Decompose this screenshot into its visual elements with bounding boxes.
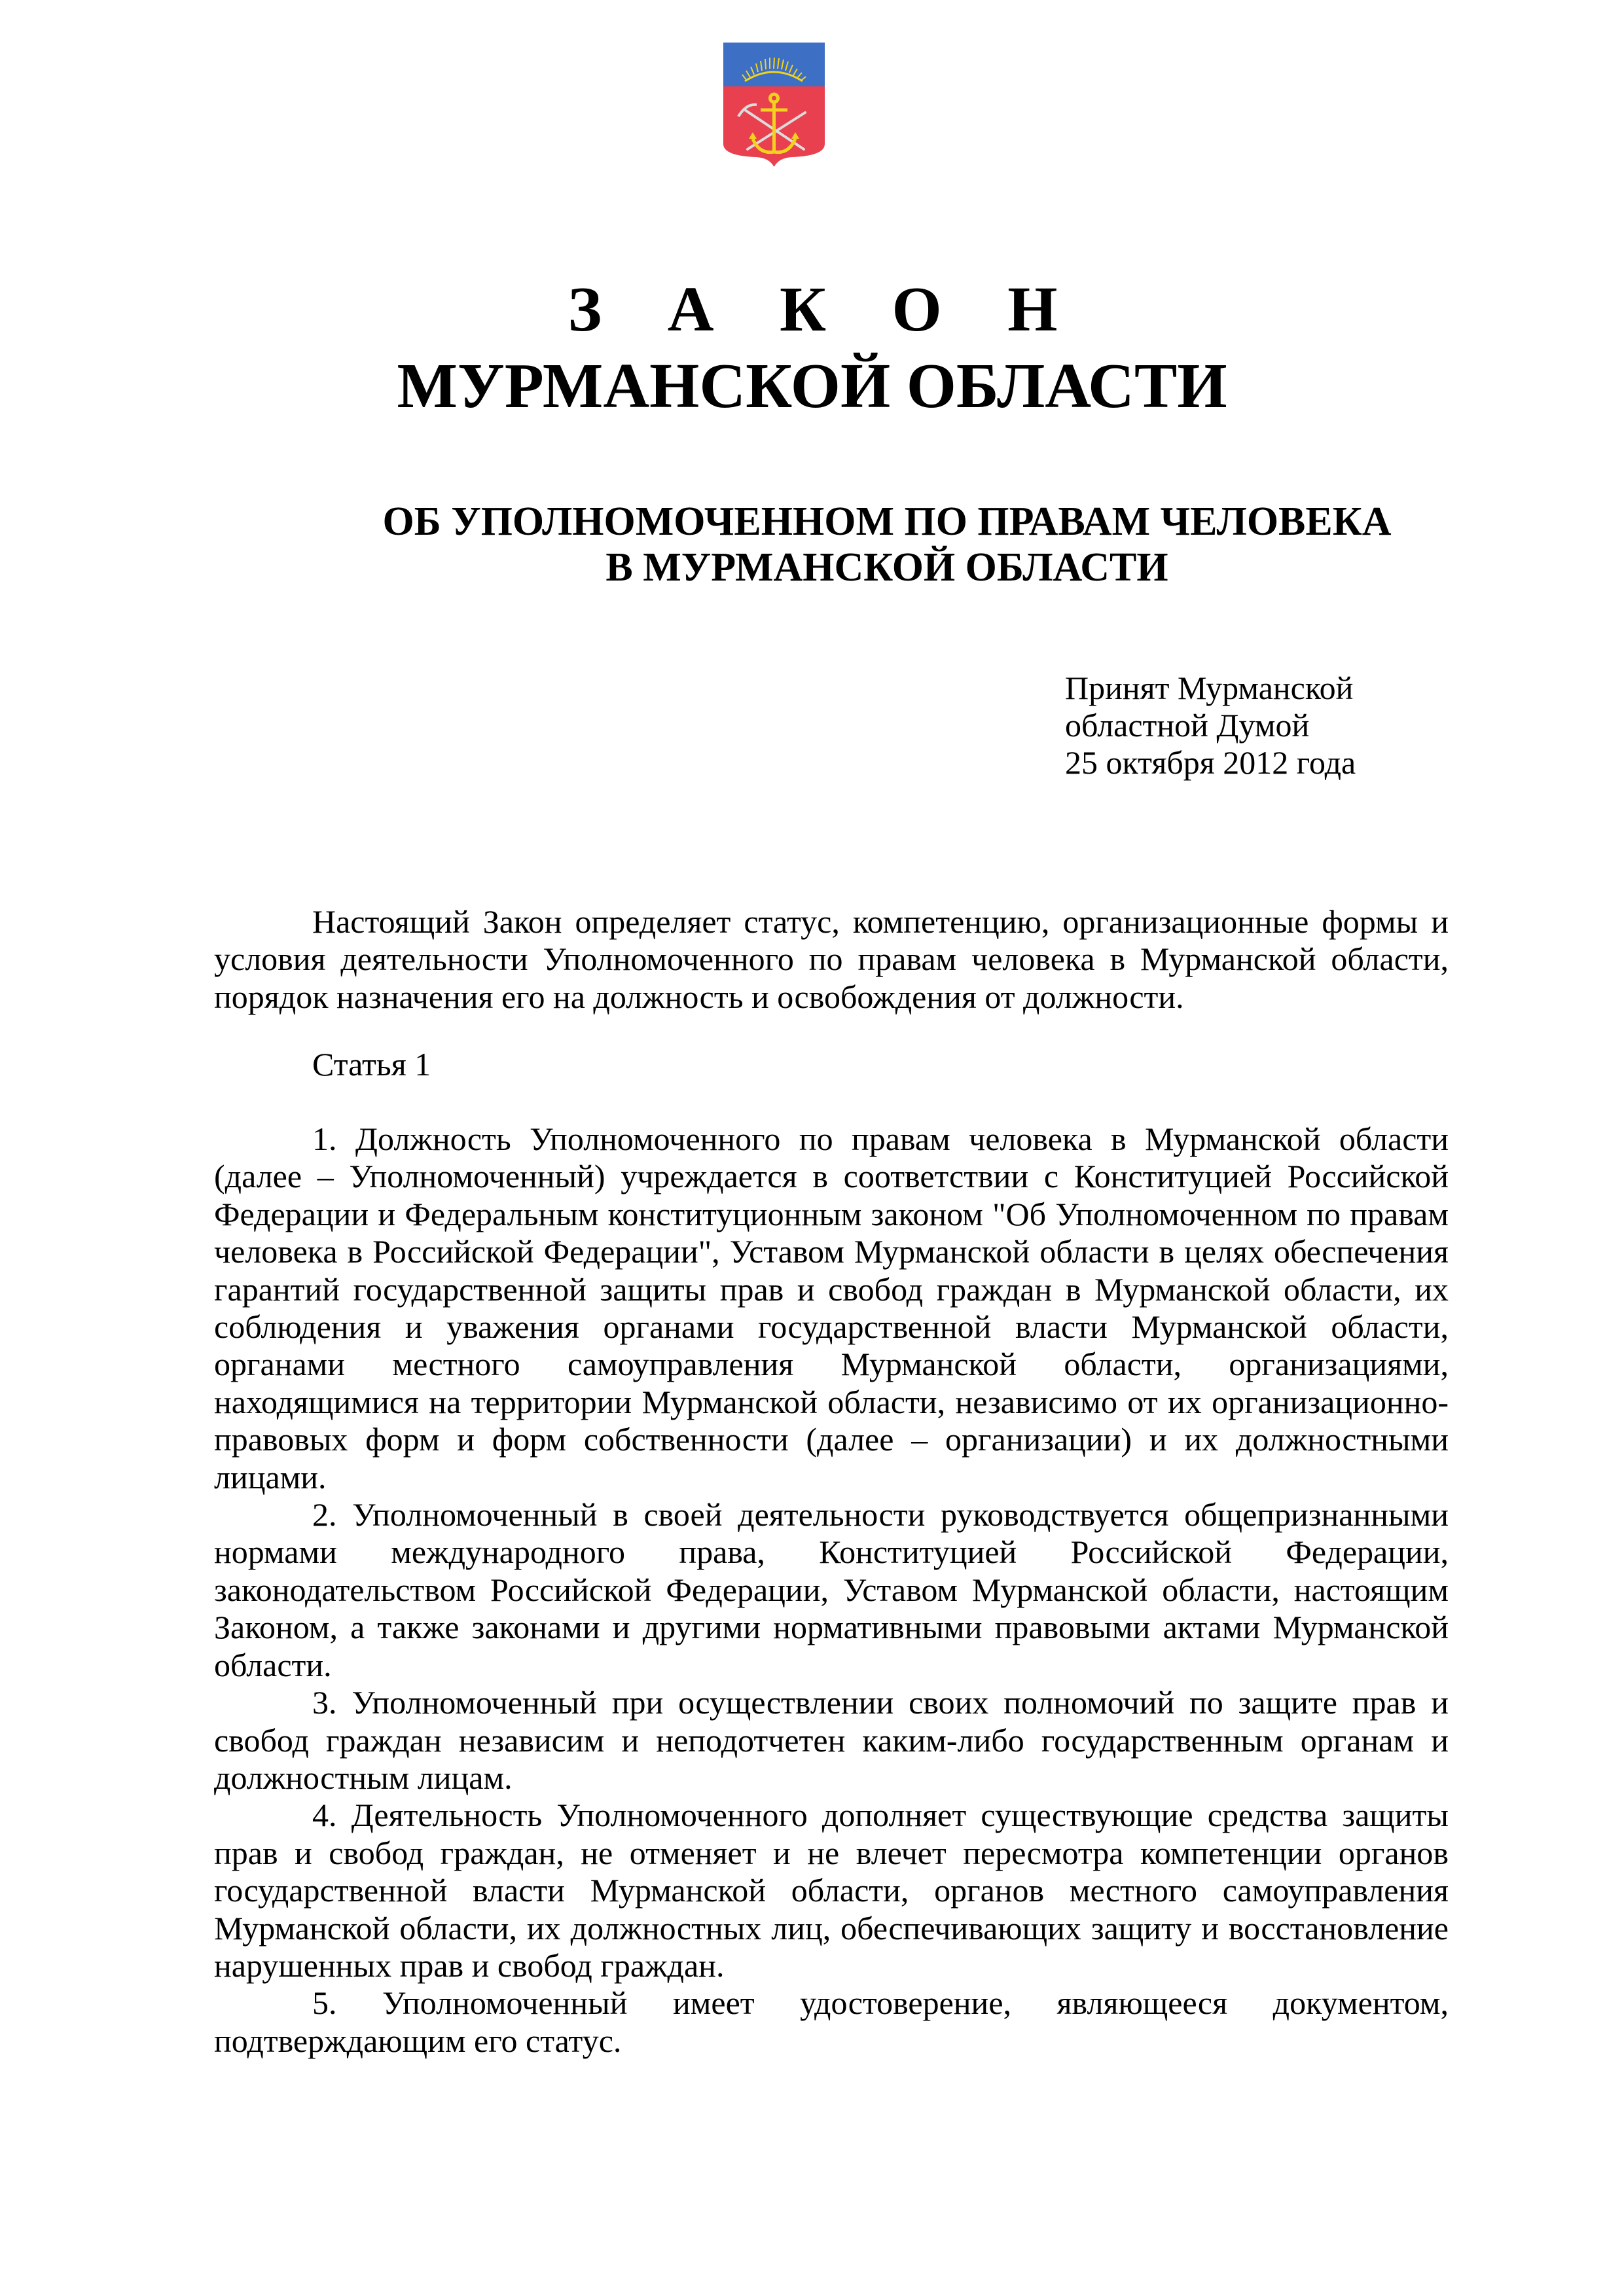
article-item-3: 3. Уполномоченный при осуществлении своих полномочий по защите прав и свобод граждан независим и неподотчетен каким-либо государственным органам и должностным лицам.: [214, 1684, 1449, 1796]
adoption-line-1: Принят Мурманской: [1065, 670, 1354, 706]
subtitle-line-1: ОБ УПОЛНОМОЧЕННОМ ПО ПРАВАМ ЧЕЛОВЕКА: [382, 499, 1392, 544]
article-item-1: 1. Должность Уполномоченного по правам человека в Мурманской области (далее – Уполномоченный) учреждается в соответствии с Конституцией Российской Федерации и Федеральным конституционным законом "Об Уполномоченном по правам человека в Российской Федерации", Уставом Мурманской области в целях обеспечения гарантий государственной защиты прав и свобод граждан в Мурманской области, их соблюдения и уважения органами государственной власти Мурманской области, органами местного самоуправления Мурманской области, организациями, находящимися на территории Мурманской области, независимо от их организационно-правовых форм и форм собственности (далее – организации) и их должностными лицами.: [214, 1121, 1449, 1496]
article-item-5: 5. Уполномоченный имеет удостоверение, являющееся документом, подтверждающим его статус.: [214, 1984, 1449, 2059]
adoption-line-2: областной Думой: [1065, 707, 1310, 744]
article-item-4: 4. Деятельность Уполномоченного дополняет существующие средства защиты прав и свобод граждан, не отменяет и не влечет пересмотра компетенции органов государственной власти Мурманской области, органов местного самоуправления Мурманской области, их должностных лиц, обеспечивающих защиту и восстановление нарушенных прав и свобод граждан.: [214, 1797, 1449, 1984]
adoption-date: 25 октября 2012 года: [1065, 744, 1356, 781]
article-item-2: 2. Уполномоченный в своей деятельности руководствуется общепризнанными нормами международного права, Конституцией Российской Федерации, законодательством Российской Федерации, Уставом Мурманской области, настоящим Законом, а также законами и другими нормативными правовыми актами Мурманской области.: [214, 1496, 1449, 1683]
subtitle-line-2: В МУРМАНСКОЙ ОБЛАСТИ: [605, 545, 1168, 590]
article-heading: Статья 1: [312, 1046, 431, 1083]
region-title: МУРМАНСКОЙ ОБЛАСТИ: [397, 351, 1227, 422]
emblem-icon: [720, 39, 828, 170]
preamble-paragraph: Настоящий Закон определяет статус, компетенцию, организационные формы и условия деятельности Уполномоченного по правам человека в Мурманской области, порядок назначения его на должность и освобождения от должности.: [214, 903, 1449, 1015]
law-title: З А К О Н: [568, 274, 1083, 345]
law-subtitle: [216, 499, 1558, 590]
article-1-items: [214, 1121, 1449, 2060]
adoption-note: [1065, 670, 1356, 781]
coat-of-arms-emblem: [720, 39, 828, 170]
preamble: [214, 903, 1449, 1016]
